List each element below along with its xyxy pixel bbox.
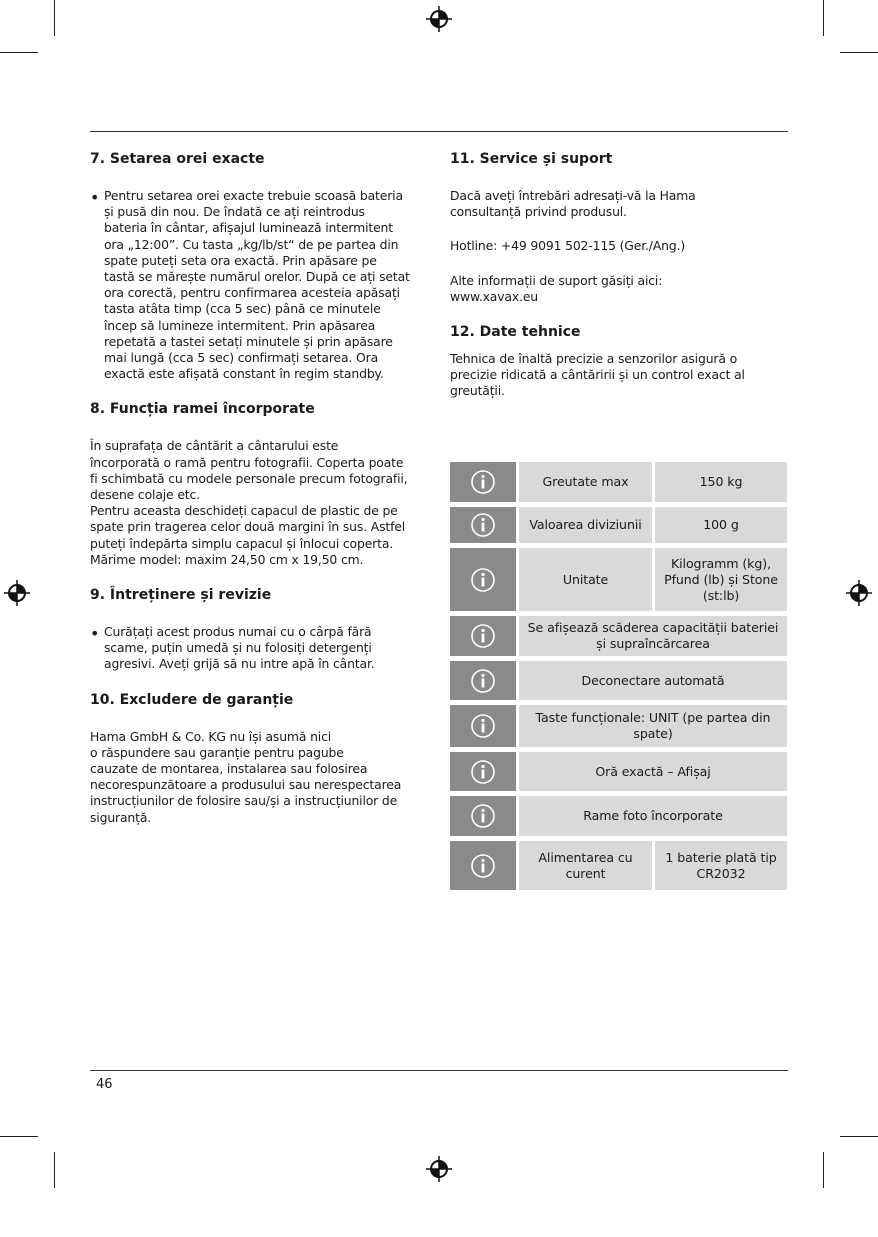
top-rule bbox=[90, 131, 788, 132]
text-line: și pusă din nou. De îndată ce ați reintrodus bbox=[104, 204, 365, 220]
left-column bbox=[90, 150, 435, 826]
info-icon bbox=[450, 661, 516, 700]
bottom-rule bbox=[90, 1070, 788, 1071]
section-7-bullet bbox=[90, 188, 435, 382]
hotline: Hotline: +49 9091 502-115 (Ger./Ang.) bbox=[450, 238, 686, 254]
text-line: siguranță. bbox=[90, 809, 152, 825]
spec-row bbox=[450, 462, 787, 502]
spec-row bbox=[450, 507, 787, 543]
crop-mark bbox=[823, 0, 824, 36]
text-line: tasta atâta timp (cca 5 sec) până ce minutele bbox=[104, 301, 381, 317]
crop-mark bbox=[54, 1152, 55, 1188]
spec-row bbox=[450, 705, 787, 747]
text-line: mai lungă (cca 5 sec) confirmați setarea. Ora bbox=[104, 350, 379, 366]
text-line: spate puteți seta ora exactă. Prin apăsare pe bbox=[104, 252, 377, 268]
text-line: scame, puțin umedă și nu folosiți detergenți bbox=[104, 640, 372, 656]
text-line: Dacă aveți întrebări adresați-vă la Hama bbox=[450, 188, 696, 203]
text-line: desene colaje etc. bbox=[90, 487, 200, 503]
spec-label: Unitate bbox=[519, 548, 652, 611]
text-line: greutății. bbox=[450, 383, 505, 399]
text-line: necorespunzătoare a produsului sau nerespectarea bbox=[90, 777, 402, 793]
text-line: tastă se mărește numărul orelor. După ce ați setat bbox=[104, 269, 410, 285]
text-line: Alte informații de suport găsiți aici: bbox=[450, 272, 663, 288]
text-line: Hama GmbH & Co. KG nu își asumă nici bbox=[90, 728, 332, 744]
info-icon bbox=[450, 705, 516, 747]
text-line: puteți îndepărta simplu capacul și înlocui coperta. bbox=[90, 535, 394, 551]
crop-mark bbox=[0, 1136, 38, 1137]
registration-mark-icon bbox=[426, 1156, 452, 1182]
crop-mark bbox=[840, 52, 878, 53]
text-line: agresivi. Aveți grijă să nu intre apă în cântar. bbox=[104, 656, 375, 672]
text-line: repetată a tastei setați minutele și prin apăsare bbox=[104, 333, 393, 349]
section-7-title: 7. Setarea orei exacte bbox=[90, 151, 265, 167]
text-line: cauzate de montarea, instalarea sau folosirea bbox=[90, 761, 368, 777]
spec-row bbox=[450, 548, 787, 611]
right-column bbox=[450, 150, 790, 400]
spec-full-cell: Se afișează scăderea capacității bateriei și supraîncărcarea bbox=[519, 616, 787, 656]
text-line: Pentru aceasta deschideți capacul de plastic de pe bbox=[90, 503, 398, 519]
text-line: fi schimbată cu modele personale precum fotografii, bbox=[90, 470, 408, 486]
text-line: ora „12:00”. Cu tasta „kg/lb/st“ de pe partea din bbox=[104, 236, 399, 252]
spec-full-cell: Rame foto încorporate bbox=[519, 796, 787, 836]
spec-value: 100 g bbox=[655, 507, 787, 543]
section-12-title: 12. Date tehnice bbox=[450, 324, 581, 341]
section-9-bullet bbox=[90, 624, 435, 673]
spec-row bbox=[450, 796, 787, 836]
section-10-title: 10. Excludere de garanție bbox=[90, 691, 294, 708]
spec-value: 150 kg bbox=[655, 462, 787, 502]
crop-mark bbox=[840, 1136, 878, 1137]
spec-value: Kilogramm (kg), Pfund (lb) și Stone (st:lb) bbox=[655, 548, 787, 611]
spec-row bbox=[450, 616, 787, 656]
registration-mark-icon bbox=[4, 580, 30, 606]
text-line: precizie ridicată a cântăririi și un control exact al bbox=[450, 367, 745, 383]
spec-full-cell: Taste funcționale: UNIT (pe partea din spate) bbox=[519, 705, 787, 747]
text-line: Tehnica de înaltă precizie a senzorilor asigură o bbox=[450, 351, 738, 367]
text-line: exactă este afișată constant în regim standby. bbox=[104, 366, 384, 382]
bullet-dot: • bbox=[90, 188, 100, 207]
website-link[interactable]: www.xavax.eu bbox=[450, 288, 539, 304]
section-8-title: 8. Funcția ramei încorporate bbox=[90, 401, 315, 418]
tech-spec-table bbox=[450, 462, 787, 895]
text-line: bateria în cântar, afișajul luminează intermitent bbox=[104, 220, 393, 236]
text-line: Curățați acest produs numai cu o cârpă fără bbox=[104, 624, 372, 640]
spec-full-cell: Deconectare automată bbox=[519, 661, 787, 700]
spec-full-cell: Oră exactă – Afișaj bbox=[519, 752, 787, 791]
spec-label: Valoarea diviziunii bbox=[519, 507, 652, 543]
info-icon bbox=[450, 841, 516, 890]
info-icon bbox=[450, 507, 516, 543]
section-9-title: 9. Întreținere și revizie bbox=[90, 587, 272, 604]
info-icon bbox=[450, 462, 516, 502]
section-11-title: 11. Service și suport bbox=[450, 151, 613, 167]
spec-label: Greutate max bbox=[519, 462, 652, 502]
info-icon bbox=[450, 548, 516, 611]
page-number: 46 bbox=[96, 1077, 113, 1092]
info-icon bbox=[450, 752, 516, 791]
spec-value: 1 baterie plată tip CR2032 bbox=[655, 841, 787, 890]
text-line: consultanță privind produsul. bbox=[450, 204, 627, 220]
text-line: ora corectă, pentru confirmarea acesteia apăsați bbox=[104, 285, 400, 301]
text-line: o răspundere sau garanție pentru pagube bbox=[90, 744, 344, 760]
spec-label: Alimentarea cu curent bbox=[519, 841, 652, 890]
registration-mark-icon bbox=[846, 580, 872, 606]
text-line: instrucțiunilor de folosire sau/și a instrucțiunilor de bbox=[90, 793, 398, 809]
text-line: încorporată o ramă pentru fotografii. Coperta poate bbox=[90, 454, 404, 470]
text-line: încep să lumineze intermitent. Prin apăsarea bbox=[104, 317, 376, 333]
info-icon bbox=[450, 796, 516, 836]
registration-mark-icon bbox=[426, 6, 452, 32]
spec-row bbox=[450, 661, 787, 700]
crop-mark bbox=[823, 1152, 824, 1188]
text-line: În suprafața de cântărit a cântarului este bbox=[90, 438, 339, 454]
crop-mark bbox=[0, 52, 38, 53]
spec-row bbox=[450, 752, 787, 791]
info-icon bbox=[450, 616, 516, 656]
text-line: Pentru setarea orei exacte trebuie scoasă bateria bbox=[104, 188, 403, 203]
crop-mark bbox=[54, 0, 55, 36]
spec-row bbox=[450, 841, 787, 890]
bullet-dot: • bbox=[90, 624, 100, 644]
text-line: Mărime model: maxim 24,50 cm x 19,50 cm. bbox=[90, 551, 364, 567]
text-line: spate prin tragerea celor două margini în sus. Astfel bbox=[90, 519, 406, 535]
